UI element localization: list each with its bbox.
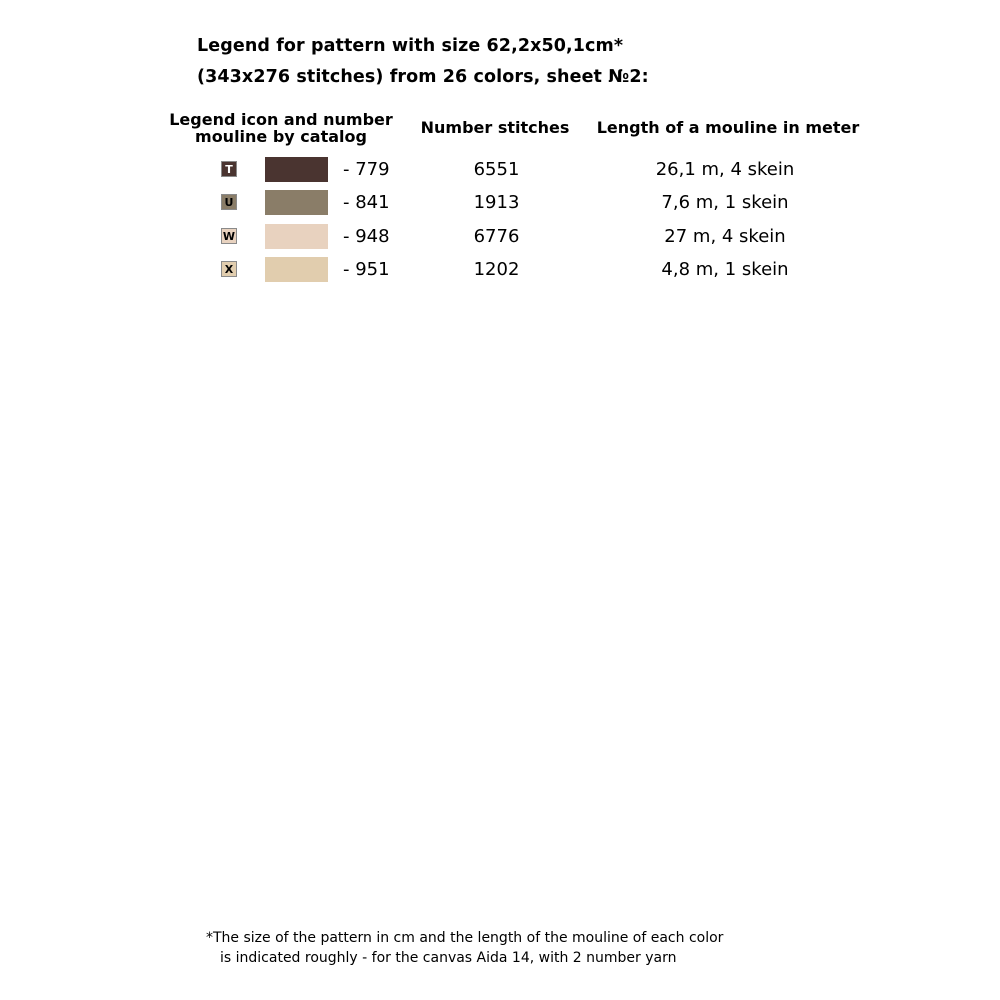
legend-title: [197, 31, 897, 93]
legend-symbol-icon: W: [222, 230, 236, 243]
stitch-count: 6776: [473, 226, 520, 247]
legend-row: [0, 157, 1000, 183]
mouline-code: - 779: [343, 159, 390, 180]
header-legend-icon: [168, 111, 394, 145]
stitch-count: 6551: [473, 159, 520, 180]
color-swatch: [265, 157, 328, 182]
mouline-length: 7,6 m, 1 skein: [661, 192, 789, 213]
legend-title-line-2: (343x276 stitches) from 26 colors, sheet №2:: [197, 67, 649, 87]
legend-row: [0, 257, 1000, 283]
mouline-code: - 951: [343, 259, 390, 280]
legend-row: [0, 224, 1000, 250]
stitch-count: 1202: [473, 259, 520, 280]
legend-symbol-icon: U: [221, 194, 237, 210]
footnote-line-1: *The size of the pattern in cm and the length of the mouline of each color: [206, 930, 724, 946]
legend-symbol-icon: X: [221, 261, 237, 277]
header-legend-line-1: Legend icon and number: [169, 110, 393, 129]
footnote-line-2: is indicated roughly - for the canvas Aida 14, with 2 number yarn: [220, 950, 677, 966]
legend-row: [0, 190, 1000, 216]
footnote: [206, 928, 806, 968]
color-swatch: [265, 190, 328, 215]
legend-symbol-icon: T: [221, 161, 237, 177]
mouline-code: - 841: [343, 192, 390, 213]
mouline-length: 26,1 m, 4 skein: [655, 159, 795, 180]
mouline-length: 27 m, 4 skein: [664, 226, 786, 247]
legend-title-line-1: Legend for pattern with size 62,2x50,1cm*: [197, 36, 624, 56]
mouline-length: 4,8 m, 1 skein: [661, 259, 789, 280]
color-swatch: [265, 257, 328, 282]
header-mouline-length: Length of a mouline in meter: [596, 118, 860, 137]
stitch-count: 1913: [473, 192, 520, 213]
header-legend-line-2: mouline by catalog: [195, 127, 367, 146]
header-number-stitches: Number stitches: [420, 118, 570, 137]
mouline-code: - 948: [343, 226, 390, 247]
color-swatch: [265, 224, 328, 249]
